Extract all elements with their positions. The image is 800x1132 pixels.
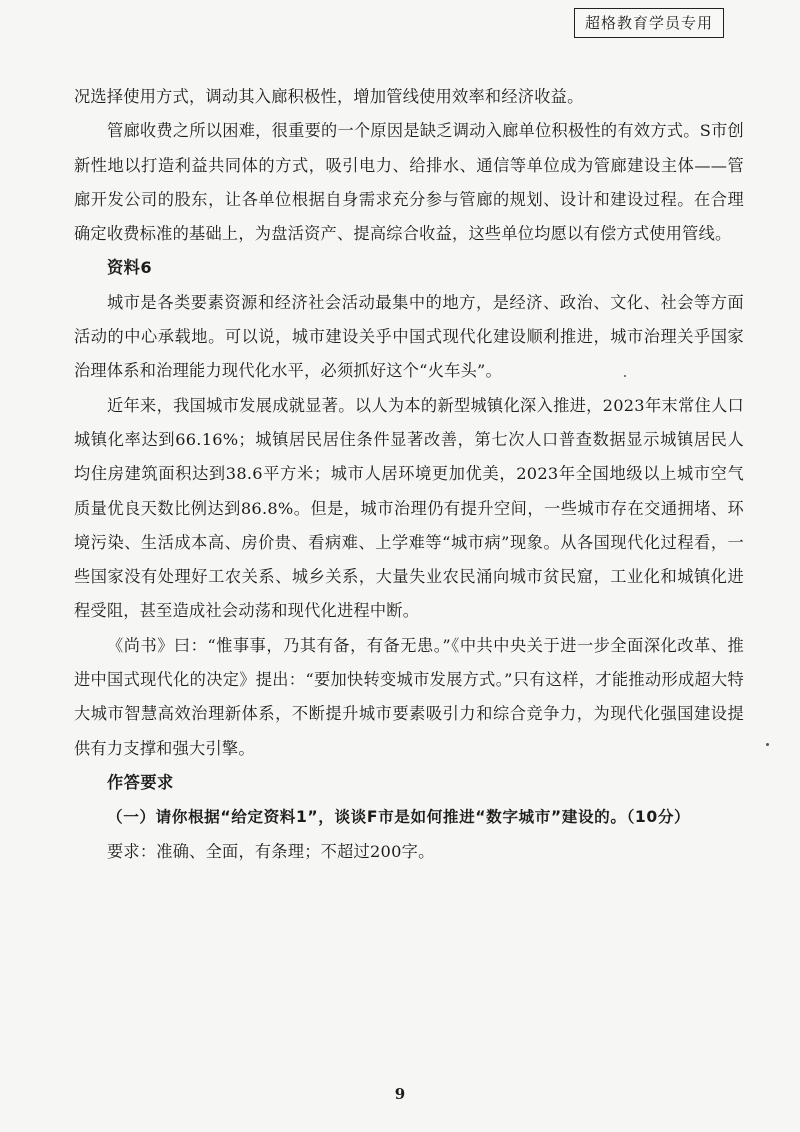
paragraph-pipe-gallery-fees: 管廊收费之所以困难，很重要的一个原因是缺乏调动入廊单位积极性的有效方式。S市创新性地以打造利益共同体的方式，吸引电力、给排水、通信等单位成为管廊建设主体——管廊开发公司的股东，让各单位根据自身需求充分参与管廊的规划、设计和建设过程。在合理确定收费标准的基础上，为盘活资产、提高综合收益，这些单位均愿以有偿方式使用管线。	[74, 121, 744, 244]
answer-requirement: 要求：准确、全面，有条理；不超过200字。	[107, 841, 435, 861]
paragraph-urban-development: 近年来，我国城市发展成就显著。以人为本的新型城镇化深入推进，2023年末常住人口城镇化率达到66.16%；城镇居民居住条件显著改善，第七次人口普查数据显示城镇居民人均住房建筑面积达到38.6平方米；城市人居环境更加优美，2023年全国地级以上城市空气质量优良天数比例达到86.8%。但是，城市治理仍有提升空间，一些城市存在交通拥堵、环境污染、生活成本高、房价贵、看病难、上学难等“城市病”现象。从各国现代化过程看，一些国家没有处理好工农关系、城乡关系，大量失业农民涌向城市贫民窟，工业化和城镇化进程受阻，甚至造成社会动荡和现代化进程中断。	[74, 395, 744, 621]
document-body	[74, 80, 744, 869]
paragraph-city-role: 城市是各类要素资源和经济社会活动最集中的地方，是经济、政治、文化、社会等方面活动的中心承载地。可以说，城市建设关乎中国式现代化建设顺利推进，城市治理关乎国家治理体系和治理能力现代化水平，必须抓好这个“火车头”。	[74, 292, 744, 381]
paragraph-shangshu-quote: 《尚书》曰：“惟事事，乃其有备，有备无患。”《中共中央关于进一步全面深化改革、推进中国式现代化的决定》提出：“要加快转变城市发展方式。”只有这样，才能推动形成超大特大城市智慧高效治理新体系，不断提升城市要素吸引力和综合竞争力，为现代化强国建设提供有力支撑和强大引擎。	[74, 635, 744, 758]
section-heading-material-6: 资料6	[107, 258, 153, 278]
exclusive-use-badge: 超格教育学员专用	[574, 8, 724, 38]
section-heading-answer-requirements: 作答要求	[107, 772, 174, 792]
scan-speck	[766, 743, 769, 746]
scan-speck	[624, 375, 626, 377]
page-number: 9	[394, 1085, 406, 1103]
paragraph-continuation: 况选择使用方式，调动其入廊积极性，增加管线使用效率和经济收益。	[74, 87, 584, 106]
question-one: （一）请你根据“给定资料1”，谈谈F市是如何推进“数字城市”建设的。（10分）	[107, 808, 691, 827]
